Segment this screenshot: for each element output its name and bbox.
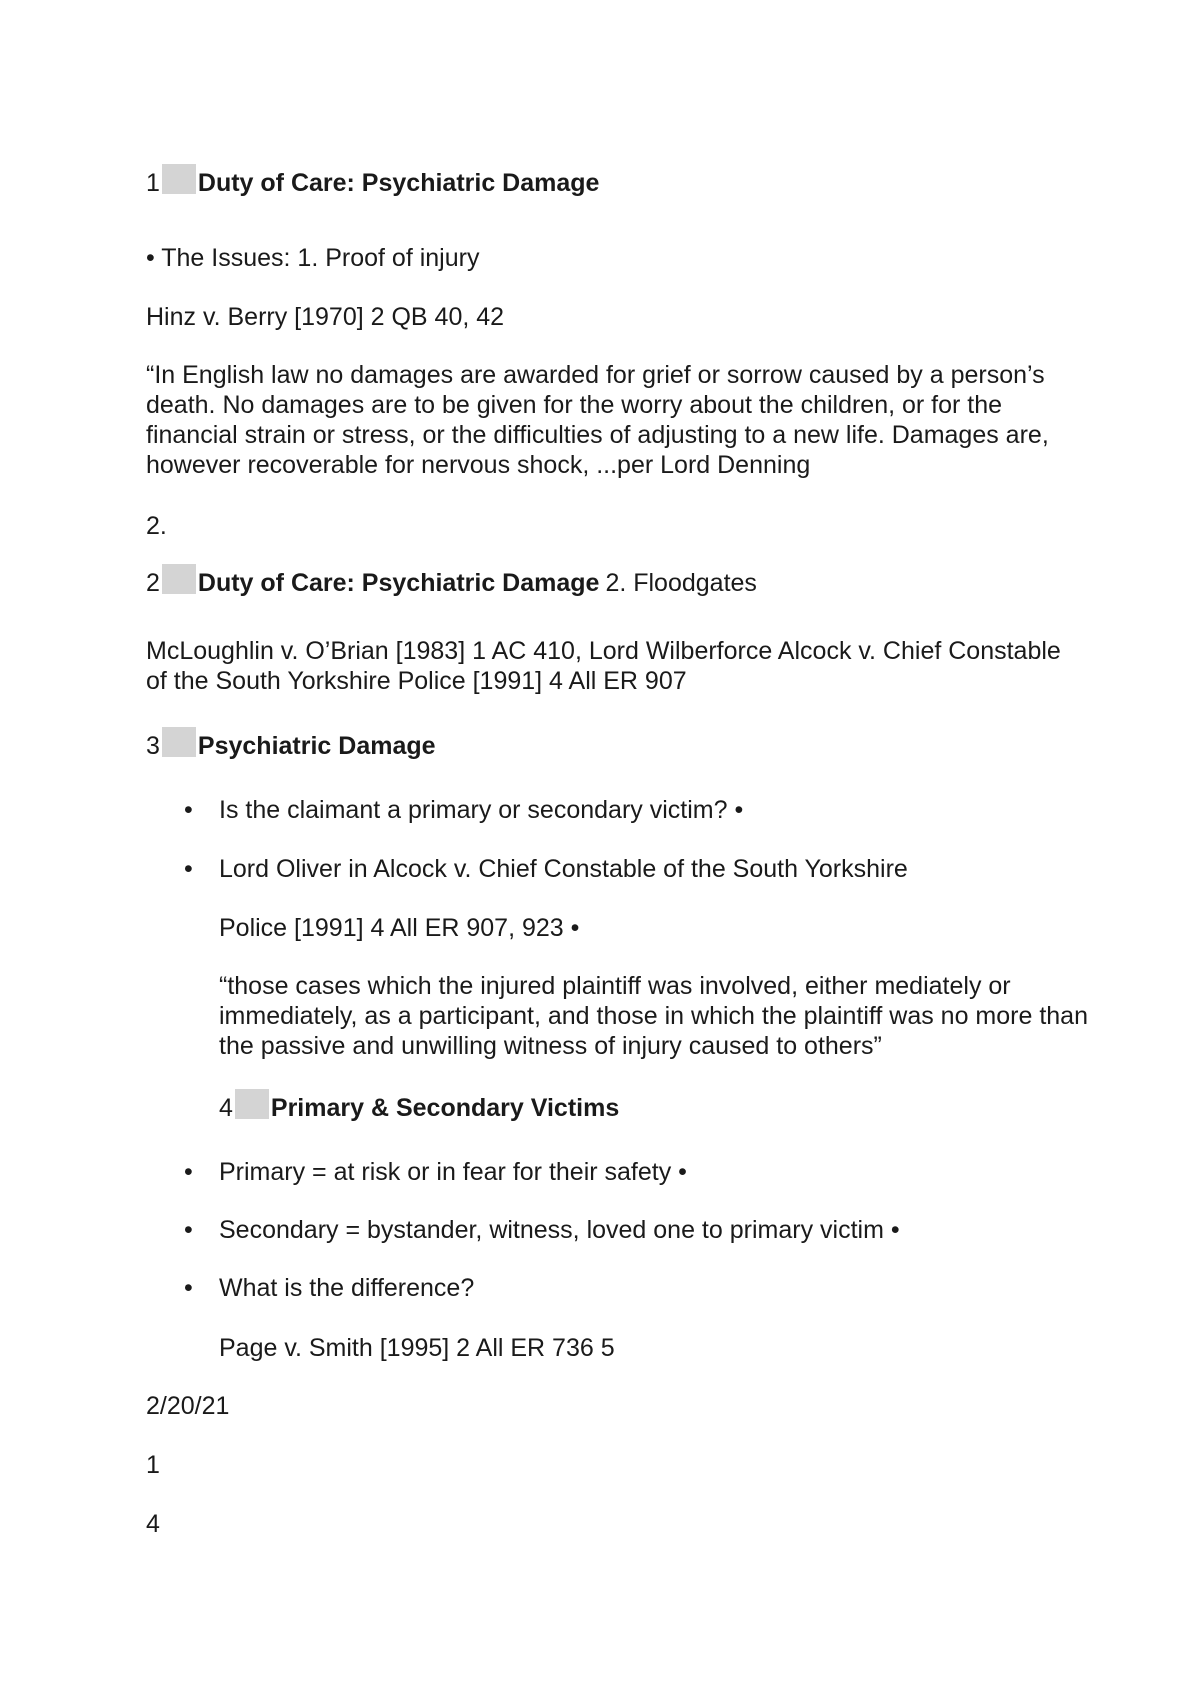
issues-line: • The Issues: 1. Proof of injury bbox=[146, 244, 480, 272]
page-date: 2/20/21 bbox=[146, 1392, 230, 1420]
section-4-heading bbox=[219, 1093, 619, 1123]
bullet-icon: • bbox=[184, 855, 193, 883]
slide-thumbnail-icon bbox=[162, 164, 196, 194]
list-item-text: Is the claimant a primary or secondary victim? • bbox=[219, 796, 744, 824]
list-item bbox=[146, 1273, 474, 1303]
section-2-heading bbox=[146, 568, 757, 598]
denning-quote: “In English law no damages are awarded for grief or sorrow caused by a person’s death. No damages are to be given for the worry about the children, or for the financial strain or stress, or the difficulties of adjusting to a new life. Damages are, however recoverable for nervous shock, ...per Lord Denning bbox=[146, 361, 1049, 479]
bullet-icon: • bbox=[184, 1274, 193, 1302]
section-number: 2 bbox=[146, 569, 160, 597]
list-item-text: Secondary = bystander, witness, loved one to primary victim • bbox=[219, 1216, 900, 1244]
list-item bbox=[146, 795, 743, 825]
section-title: Psychiatric Damage bbox=[197, 732, 436, 760]
section-title: Duty of Care: Psychiatric Damage bbox=[197, 569, 600, 597]
section-subtitle: 2. Floodgates bbox=[605, 569, 757, 597]
bullet-icon: • bbox=[184, 1216, 193, 1244]
bullet-icon: • bbox=[184, 796, 193, 824]
list-item bbox=[146, 1215, 900, 1245]
page-number: 1 bbox=[146, 1451, 160, 1479]
case-citation: Hinz v. Berry [1970] 2 QB 40, 42 bbox=[146, 303, 505, 331]
section-number: 3 bbox=[146, 732, 160, 760]
slide-thumbnail-icon bbox=[235, 1089, 269, 1119]
slide-thumbnail-icon bbox=[162, 564, 196, 594]
list-item-text: Lord Oliver in Alcock v. Chief Constable of the South Yorkshire bbox=[219, 855, 908, 883]
slide-thumbnail-icon bbox=[162, 727, 196, 757]
citation-continuation: Page v. Smith [1995] 2 All ER 736 5 bbox=[219, 1334, 615, 1362]
section-number: 4 bbox=[219, 1094, 233, 1122]
section-3-heading bbox=[146, 731, 436, 761]
list-item bbox=[146, 854, 908, 884]
section-number: 1 bbox=[146, 169, 160, 197]
oliver-quote: “those cases which the injured plaintiff was involved, either mediately or immediately, as a participant, and those in which the plaintiff was no more than the passive and unwilling witness of injury caused to others” bbox=[219, 972, 1088, 1060]
section-title: Duty of Care: Psychiatric Damage bbox=[197, 169, 600, 197]
list-item-text: What is the difference? bbox=[219, 1274, 475, 1302]
list-number: 2. bbox=[146, 512, 167, 540]
list-item bbox=[146, 1157, 687, 1187]
bullet-icon: • bbox=[184, 1158, 193, 1186]
citation-continuation: Police [1991] 4 All ER 907, 923 • bbox=[219, 914, 580, 942]
list-item-text: Primary = at risk or in fear for their safety • bbox=[219, 1158, 687, 1186]
section-title: Primary & Secondary Victims bbox=[270, 1094, 620, 1122]
page-number: 4 bbox=[146, 1510, 160, 1538]
section-1-heading bbox=[146, 168, 599, 198]
floodgates-cases: McLoughlin v. O’Brian [1983] 1 AC 410, Lord Wilberforce Alcock v. Chief Constable of the South Yorkshire Police [1991] 4 All ER 907 bbox=[146, 637, 1061, 695]
